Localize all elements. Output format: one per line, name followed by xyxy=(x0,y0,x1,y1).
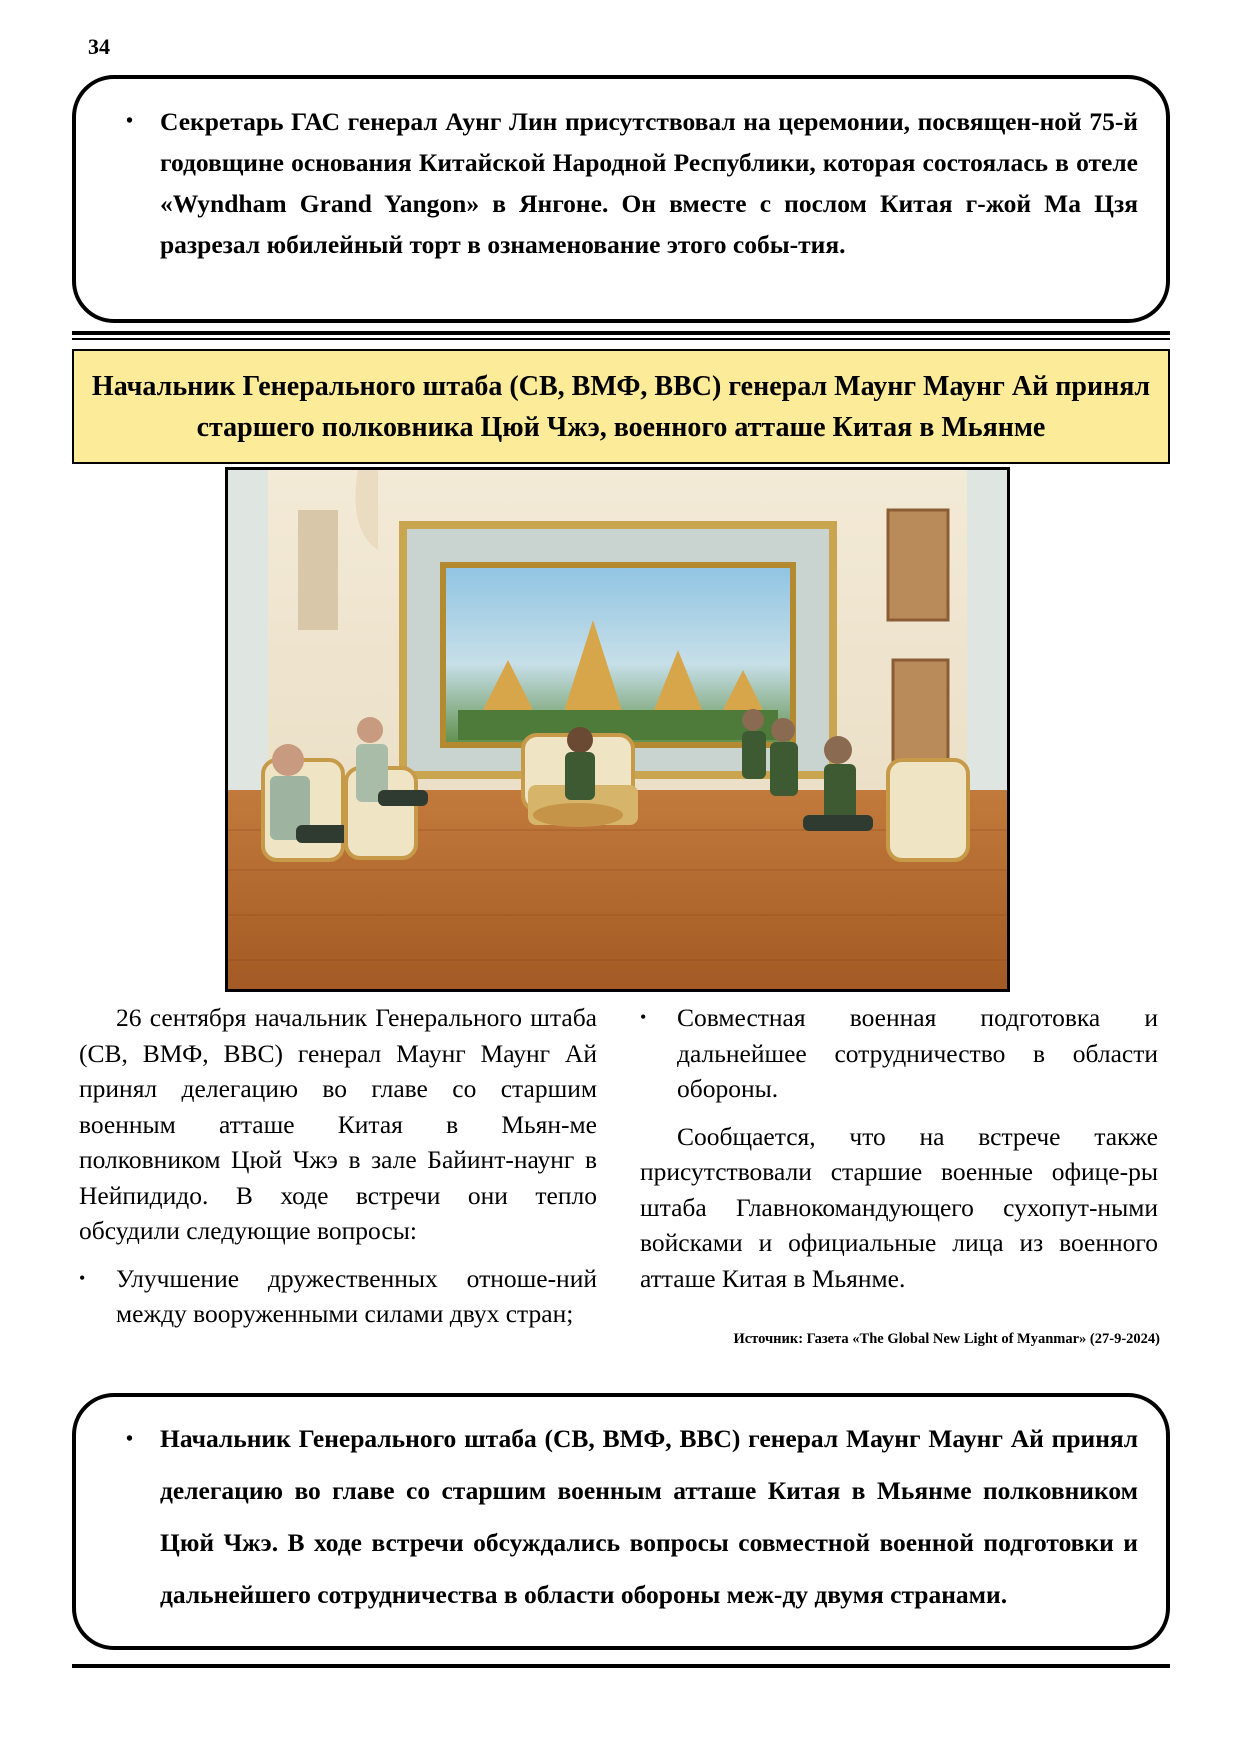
divider-thick-bottom xyxy=(72,1664,1170,1668)
headline: Начальник Генерального штаба (СВ, ВМФ, ВВС) генерал Маунг Маунг Ай принял старшего полковника Цюй Чжэ, военного атташе Китая в Мьянме xyxy=(91,370,1151,443)
topic-item xyxy=(640,1000,1158,1107)
bullet-icon: • xyxy=(126,110,134,132)
divider-thick xyxy=(72,331,1170,335)
article-column-right xyxy=(640,1000,1158,1296)
bottom-summary-item xyxy=(126,1413,1138,1621)
top-summary-item xyxy=(126,101,1138,265)
bullet-icon: • xyxy=(79,1267,86,1288)
bullet-icon: • xyxy=(640,1007,647,1027)
article-column-left xyxy=(79,1000,597,1332)
bottom-summary-text: Начальник Генерального штаба (СВ, ВМФ, ВВС) генерал Маунг Маунг Ай принял делегацию во главе со старшим военным атташе Китая в Мьянме полковником Цюй Чжэ. В ходе встречи обсуждались вопросы совместной военной подготовки и дальнейшего сотрудничества в области обороны меж-ду двумя странами. xyxy=(160,1424,1138,1609)
spacer xyxy=(640,1107,1158,1119)
top-summary-text: Секретарь ГАС генерал Аунг Лин присутствовал на церемонии, посвящен-ной 75-й годовщине основания Китайской Народной Республики, которая состоялась в отеле «Wyndham Grand Yangon» в Янгоне. Он вместе с послом Китая г-жой Ма Цзя разрезал юбилейный торт в ознаменование этого собы-тия. xyxy=(160,107,1138,259)
article-paragraph: Сообщается, что на встрече также присутствовали старшие военные офице-ры штаба Главнокомандующего сухопут-ными войсками и официальные лица из военного атташе Китая в Мьянме. xyxy=(640,1121,1158,1293)
bottom-summary-box xyxy=(72,1393,1170,1650)
divider-thin xyxy=(72,338,1170,340)
topics-list xyxy=(79,1261,597,1332)
page-number: 34 xyxy=(88,34,110,59)
top-summary-list xyxy=(126,101,1138,265)
meeting-photo-illustration xyxy=(228,470,1007,989)
headline-box xyxy=(72,349,1170,464)
topic-text: Улучшение дружественных отноше-ний между вооруженными силами двух стран; xyxy=(116,1263,597,1328)
bottom-summary-list xyxy=(126,1413,1138,1621)
article-paragraph: 26 сентября начальник Генерального штаба (СВ, ВМФ, ВВС) генерал Маунг Маунг Ай принял делегацию во главе со старшим военным атташе Китая в Мьян-ме полковником Цюй Чжэ в зале Байинт-наунг в Нейпидидо. В ходе встречи они тепло обсудили следующие вопросы: xyxy=(79,1003,597,1245)
meeting-photo xyxy=(225,467,1010,992)
spacer xyxy=(79,1249,597,1261)
source-citation: Источник: Газета «The Global New Light of Myanmar» (27-9-2024) xyxy=(733,1331,1160,1347)
topic-text: Совместная военная подготовка и дальнейшее сотрудничество в области обороны. xyxy=(677,1003,1158,1103)
topic-item xyxy=(79,1261,597,1332)
topics-list-continued xyxy=(640,1000,1158,1107)
bullet-icon: • xyxy=(126,1428,134,1450)
top-summary-box xyxy=(72,75,1170,323)
